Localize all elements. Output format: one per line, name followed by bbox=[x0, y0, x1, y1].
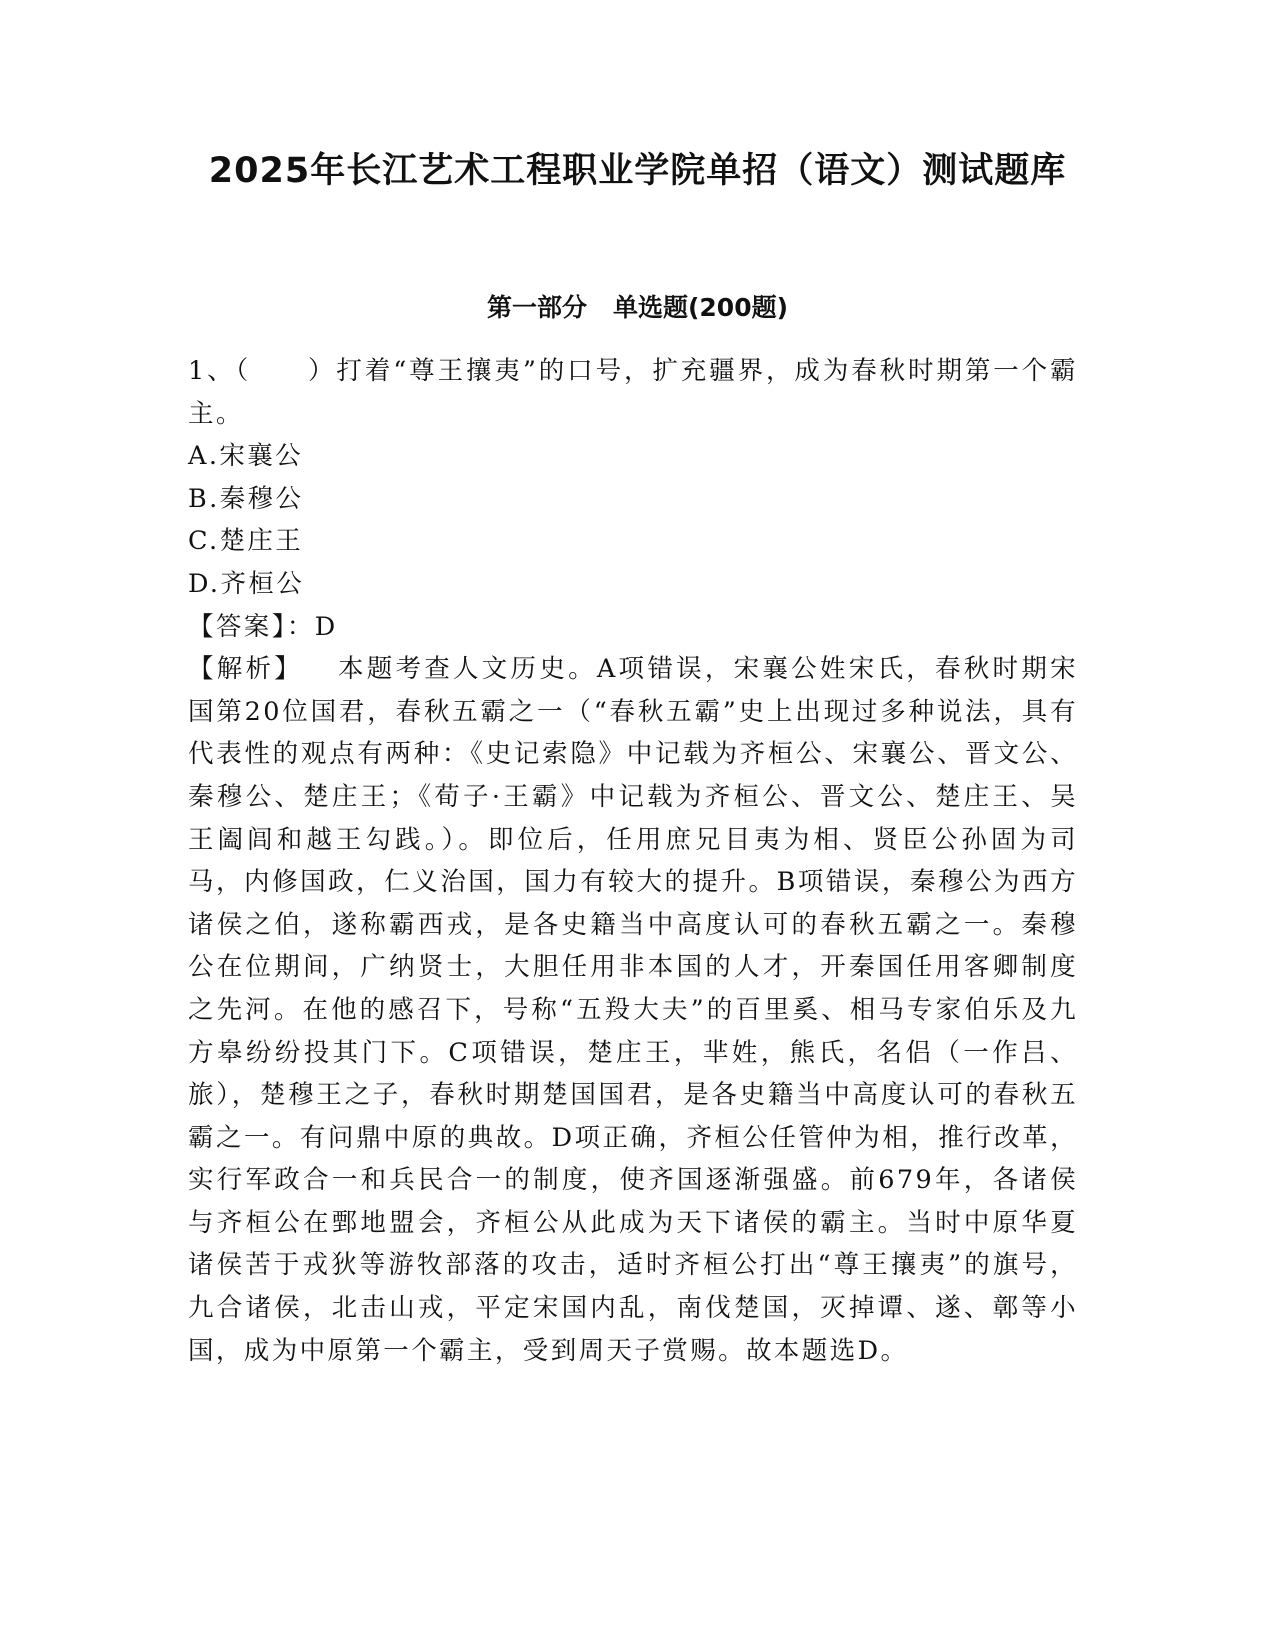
option-c: C.楚庄王 bbox=[188, 526, 304, 557]
section-title bbox=[0, 290, 1275, 326]
analysis-text: 本题考查人文历史。A项错误，宋襄公姓宋氏，春秋时期宋国第20位国君，春秋五霸之一（“春秋五霸”史上出现过多种说法，具有代表性的观点有两种：《史记索隐》中记载为齐桓公、宋襄公、晋文公、秦穆公、楚庄王；《荀子·王霸》中记载为齐桓公、晋文公、楚庄王、吴王阖闾和越王勾践。）。即位后，任用庶兄目夷为相、贤臣公孙固为司马，内修国政，仁义治国，国力有较大的提升。B项错误，秦穆公为西方诸侯之伯，遂称霸西戎，是各史籍当中高度认可的春秋五霸之一。秦穆公在位期间，广纳贤士，大胆任用非本国的人才，开秦国任用客卿制度之先河。在他的感召下，号称“五羖大夫”的百里奚、相马专家伯乐及九方皋纷纷投其门下。C项错误，楚庄王，芈姓，熊氏，名侣（一作吕、旅），楚穆王之子，春秋时期楚国国君，是各史籍当中高度认可的春秋五霸之一。有问鼎中原的典故。D项正确，齐桓公任管仲为相，推行改革，实行军政合一和兵民合一的制度，使齐国逐渐强盛。前679年，各诸侯与齐桓公在鄄地盟会，齐桓公从此成为天下诸侯的霸主。当时中原华夏诸侯苦于戎狄等游牧部落的攻击，适时齐桓公打出“尊王攘夷”的旗号，九合诸侯，北击山戎，平定宋国内乱，南伐楚国，灭掉谭、遂、鄣等小国，成为中原第一个霸主，受到周天子赏赐。故本题选D。 bbox=[188, 654, 1078, 1366]
document-title: 2025年长江艺术工程职业学院单招（语文）测试题库 bbox=[208, 151, 1067, 191]
answer-label: 【答案】： bbox=[188, 611, 315, 642]
answer-value: D bbox=[314, 611, 338, 642]
section-part: 第一部分 bbox=[486, 293, 587, 322]
answer-line bbox=[188, 606, 1078, 649]
section-name: 单选题(200题) bbox=[612, 293, 789, 322]
option-b: B.秦穆公 bbox=[188, 483, 304, 514]
option-d: D.齐桓公 bbox=[188, 568, 305, 599]
question-number: 1、 bbox=[188, 356, 236, 386]
question-stem bbox=[188, 350, 1078, 435]
question-block bbox=[188, 350, 1078, 1372]
analysis-label: 【解析】 bbox=[188, 654, 304, 685]
option-a: A.宋襄公 bbox=[188, 441, 304, 472]
question-stem-text: （ ）打着“尊王攘夷”的口号，扩充疆界，成为春秋时期第一个霸主。 bbox=[188, 356, 1078, 429]
analysis-paragraph bbox=[188, 648, 1078, 1372]
